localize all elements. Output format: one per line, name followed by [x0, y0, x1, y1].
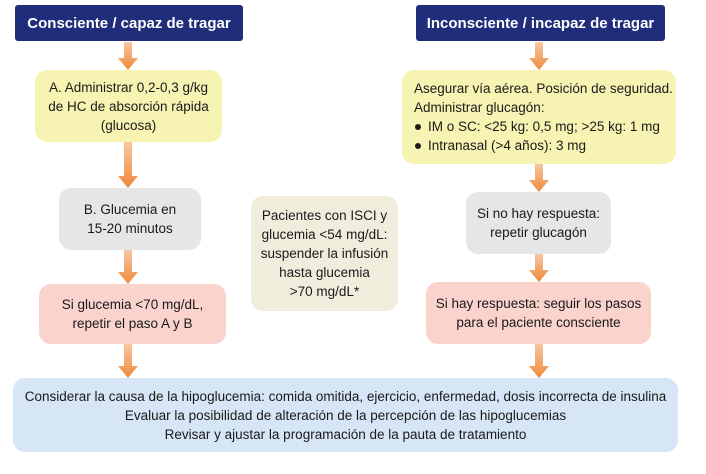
- arrow-header-to-a: [118, 42, 138, 70]
- airway-glucagon-box: [402, 70, 676, 164]
- isci-note-line-1: Pacientes con ISCI y: [261, 208, 388, 223]
- arrow-repeat-to-bottom: [118, 344, 138, 378]
- right-header-label: Inconsciente / incapaz de tragar: [426, 14, 655, 32]
- step-a-box: [35, 70, 222, 142]
- glucagon-dose-list: [414, 117, 660, 155]
- arrow-noresponse-to-response: [529, 254, 549, 282]
- step-a-line-1: A. Administrar 0,2-0,3 g/kg: [48, 79, 209, 95]
- dose-im-sc-item: IM o SC: <25 kg: 0,5 mg; >25 kg: 1 mg: [428, 119, 660, 134]
- no-response-line-2: repetir glucagón: [490, 225, 587, 240]
- arrow-header-to-airway: [529, 42, 549, 70]
- response-box: [426, 282, 651, 344]
- step-b-line-1: B. Glucemia en: [83, 202, 177, 217]
- repeat-step-line-2: repetir el paso A y B: [72, 316, 193, 331]
- left-header-label: Consciente / capaz de tragar: [27, 14, 231, 32]
- right-header: [416, 5, 665, 41]
- dose-intranasal-item: Intranasal (>4 años): 3 mg: [428, 136, 660, 155]
- bottom-line-1: Considerar la causa de la hipoglucemia: comida omitida, ejercicio, enfermedad, dosis incorrecta de insulina: [24, 388, 667, 404]
- bottom-line-3: Revisar y ajustar la programación de la pauta de tratamiento: [164, 426, 527, 442]
- isci-note-line-4: hasta glucemia: [279, 265, 370, 280]
- isci-note-line-2: glucemia <54 mg/dL:: [261, 227, 388, 242]
- arrow-airway-to-noresponse: [529, 164, 549, 192]
- no-response-line-1: Si no hay respuesta:: [476, 206, 601, 221]
- isci-note-line-3: suspender la infusión: [260, 246, 389, 261]
- airway-line: Asegurar vía aérea. Posición de seguridad.: [414, 81, 673, 96]
- no-response-box: [466, 192, 611, 254]
- repeat-step-box: [39, 284, 226, 344]
- step-b-line-2: 15-20 minutos: [87, 221, 173, 236]
- glucagon-line: Administrar glucagón:: [414, 100, 545, 115]
- step-a-line-2: de HC de absorción rápida: [48, 98, 209, 114]
- step-b-box: [59, 188, 201, 250]
- response-line-1: Si hay respuesta: seguir los pasos: [435, 296, 642, 311]
- bottom-considerations-box: [13, 378, 678, 452]
- arrow-b-to-repeat: [118, 250, 138, 284]
- repeat-step-line-1: Si glucemia <70 mg/dL,: [61, 297, 204, 312]
- step-a-line-3: (glucosa): [100, 117, 157, 133]
- arrow-response-to-bottom: [529, 344, 549, 378]
- bottom-line-2: Evaluar la posibilidad de alteración de la percepción de las hipoglucemias: [124, 407, 567, 423]
- isci-note-line-5: >70 mg/dL*: [289, 284, 360, 299]
- response-line-2: para el paciente consciente: [456, 315, 621, 330]
- left-header: [15, 5, 243, 41]
- arrow-a-to-b: [118, 142, 138, 188]
- isci-note-box: [251, 196, 398, 311]
